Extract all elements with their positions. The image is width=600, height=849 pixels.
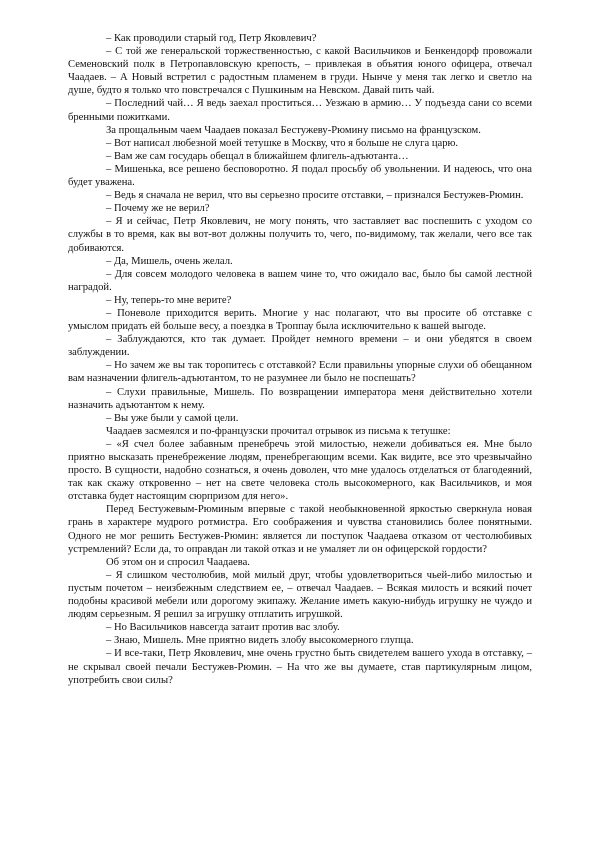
paragraph: Чаадаев засмеялся и по-французски прочитал отрывок из письма к тетушке: xyxy=(106,425,451,437)
paragraph: – «Я счел более забавным пренебречь этой милостью, нежели добиваться ея. Мне было приятно высказать пренебрежение людям, пренебрегающим всеми. Как видите, все это чрезвычайно просто. В сущности, надобно сознаться, я очень доволен, что мне удалось отделаться от благодеяний, так как скажу откровенно – нет на свете человека столь высокомерного, как Васильчиков, и моя отставка будет настоящим сюрпризом для него». xyxy=(68,438,532,503)
paragraph: – Последний чай… Я ведь заехал проститься… Уезжаю в армию… У подъезда сани со всеми бренными пожитками. xyxy=(68,98,532,123)
paragraph: – Знаю, Мишель. Мне приятно видеть злобу высокомерного глупца. xyxy=(106,635,414,647)
paragraph: – Ну, теперь-то мне верите? xyxy=(106,294,232,306)
paragraph: – Да, Мишель, очень желал. xyxy=(106,255,233,267)
paragraph: – Как проводили старый год, Петр Яковлевич? xyxy=(106,33,317,44)
paragraph: – Ведь я сначала не верил, что вы серьезно просите отставки, – признался Бестужев-Рюмин. xyxy=(106,190,524,202)
paragraph: – Но Васильчиков навсегда затаит против вас злобу. xyxy=(106,622,340,634)
paragraph: – Для совсем молодого человека в вашем чине то, что ожидало вас, было бы самой лестной наградой. xyxy=(68,268,532,293)
paragraph: – Вот написал любезной моей тетушке в Москву, что я больше не слуга царю. xyxy=(106,137,459,149)
paragraph: – Я и сейчас, Петр Яковлевич, не могу понять, что заставляет вас поспешить с уходом со службы в то время, как вы вот-вот должны получить то, чего, по-видимому, так желали, чего все так добиваются. xyxy=(68,216,532,254)
paragraph: Об этом он и спросил Чаадаева. xyxy=(106,556,250,568)
paragraph: – Поневоле приходится верить. Многие у нас полагают, что вы просите об отставке с умыслом придать ей больше весу, а поездка в Троппау была исключительно к вашей выгоде. xyxy=(68,307,532,333)
paragraph: За прощальным чаем Чаадаев показал Бестужеву-Рюмину письмо на французском. xyxy=(106,124,481,136)
paragraph: – Но зачем же вы так торопитесь с отставкой? Если правильны упорные слухи об обещанном вам назначении флигель-адъютантом, то не разумнее ли было не поспешать? xyxy=(68,360,532,385)
book-page-text xyxy=(68,32,532,687)
paragraph: – Заблуждаются, кто так думает. Пройдет немного времени – и они убедятся в своем заблуждении. xyxy=(68,334,532,359)
paragraph: – Я слишком честолюбив, мой милый друг, чтобы удовлетвориться чьей-либо милостью и пустым почетом – неизбежным следствием ее, – отвечал Чаадаев. – Всякая милость и всякий почет подобны красивой мебели или дорогому экипажу. Желание иметь какую-нибудь игрушку не чуждо и людям серьезным. Я решил за игрушку отплатить игрушкой. xyxy=(68,569,532,621)
paragraph: – Почему же не верил? xyxy=(106,203,210,215)
paragraph: Перед Бестужевым-Рюминым впервые с такой необыкновенной яркостью сверкнула новая грань в характере мудрого ротмистра. Его соображения и чувства становились более понятными. Одного не мог решить Бестужев-Рюмин: является ли поступок Чаадаева отказом от честолюбивых устремлений? Если да, то оправдан ли такой отказ и не умаляет ли он офицерской гордости? xyxy=(68,504,532,555)
paragraph: – Вы уже были у самой цели. xyxy=(106,412,239,424)
paragraph: – Мишенька, все решено бесповоротно. Я подал просьбу об увольнении. И надеюсь, что она будет уважена. xyxy=(68,163,532,189)
paragraph: – И все-таки, Петр Яковлевич, мне очень грустно быть свидетелем вашего ухода в отставку, – не скрывал своей печали Бестужев-Рюмин. – На что же вы думаете, став партикулярным лицом, употребить свои силы? xyxy=(68,648,532,686)
paragraph: – С той же генеральской торжественностью, с какой Васильчиков и Бенкендорф провожали Семеновский полк в Петропавловскую крепость, – привлекая в объятия юного офицера, отвечал Чаадаев. – А Новый встретил с радостным пламенем в груди. Нынче у меня так легко и светло на душе, будто я только что повстречался с Пушкиным на Невском. Давай пить чай. xyxy=(68,46,532,97)
paragraph: – Вам же сам государь обещал в ближайшем флигель-адъютанта… xyxy=(106,150,409,162)
paragraph: – Слухи правильные, Мишель. По возвращении императора меня действительно хотели назначить адъютантом к нему. xyxy=(68,386,532,411)
